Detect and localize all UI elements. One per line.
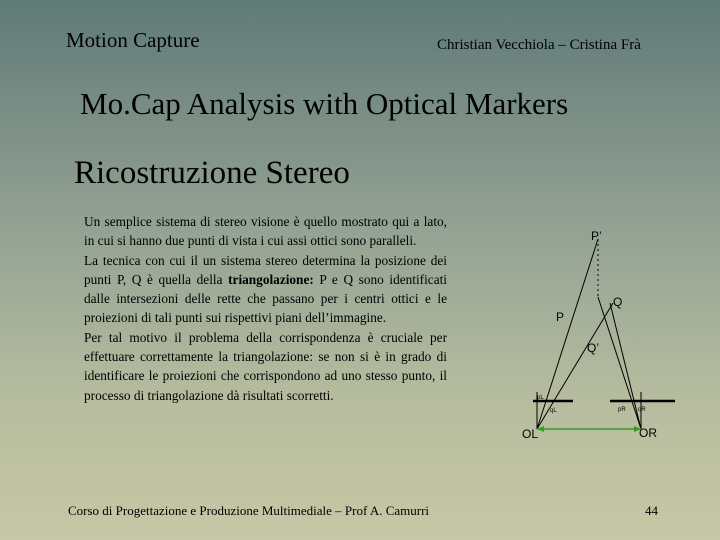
label-pr: pR bbox=[618, 407, 626, 413]
header-authors: Christian Vecchiola – Cristina Frà bbox=[437, 37, 641, 53]
label-p-prime: P’ bbox=[591, 229, 602, 243]
slide-subtitle: Ricostruzione Stereo bbox=[74, 155, 350, 191]
header-course-title: Motion Capture bbox=[66, 28, 200, 52]
paragraph-3: Per tal motivo il problema della corrispondenza è cruciale per effettuare correttamente la triangolazione: se non si è in grado di identificare le proiezioni che corrispondono ad uno stesso punto, il processo di triangolazione dà risultati scorretti. bbox=[84, 329, 447, 403]
stereo-triangulation-diagram bbox=[500, 215, 700, 460]
ray-ol-q bbox=[537, 303, 613, 429]
label-pl: pL bbox=[537, 395, 544, 401]
label-ql: qL bbox=[550, 408, 557, 414]
label-p: P bbox=[556, 310, 565, 324]
page-number: 44 bbox=[645, 503, 658, 518]
label-q-prime: Q’ bbox=[587, 341, 599, 355]
paragraph-2-text-b: P e Q sono identificati dalle intersezioni delle rette che passano per i centri ottici e le proiezioni di tali punti sui rispettivi piani dell’immagine. bbox=[84, 271, 447, 326]
paragraph-1: Un semplice sistema di stereo visione è quello mostrato qui a lato, in cui si hanno due punti di vista i cui assi ottici sono paralleli. bbox=[84, 214, 447, 249]
label-ol: OL bbox=[522, 427, 539, 441]
label-qr: qR bbox=[638, 407, 646, 413]
paragraph-2 bbox=[84, 251, 447, 328]
label-q: Q bbox=[613, 295, 623, 309]
slide-title: Mo.Cap Analysis with Optical Markers bbox=[80, 86, 569, 121]
footer-course: Corso di Progettazione e Produzione Multimediale – Prof A. Camurri bbox=[68, 503, 430, 518]
paragraph-2-bold: triangolazione: bbox=[228, 271, 314, 287]
paragraph-2-text-a: La tecnica con cui il un sistema stereo determina la posizione dei punti P, Q è quella della bbox=[84, 252, 447, 287]
body-text bbox=[84, 212, 447, 405]
label-or: OR bbox=[639, 426, 657, 440]
